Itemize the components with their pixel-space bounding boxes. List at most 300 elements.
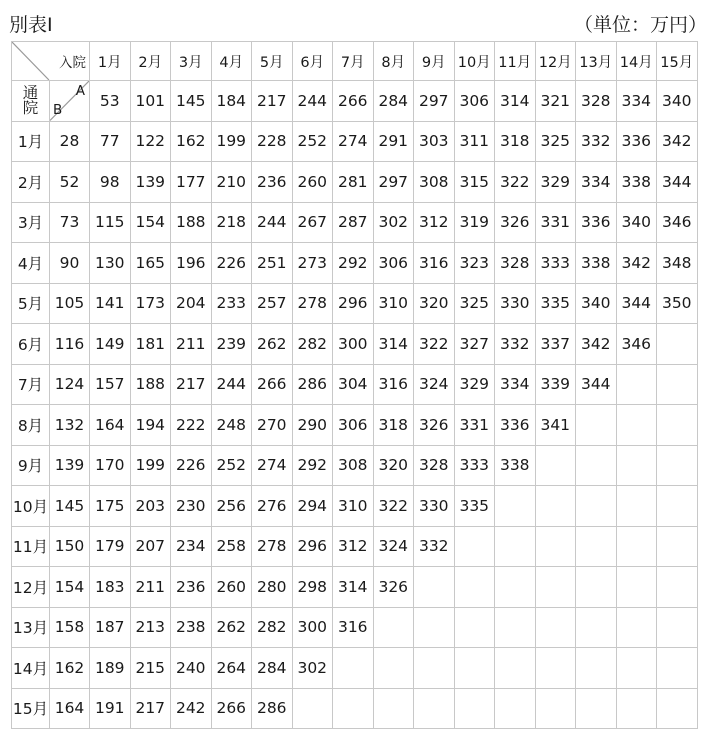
header-row	[12, 42, 698, 81]
table-row	[12, 567, 698, 608]
table-cell	[535, 445, 576, 486]
table-cell	[576, 688, 617, 729]
table-cell: 348	[657, 243, 698, 284]
table-cell: 286	[252, 688, 293, 729]
table-cell: 139	[130, 162, 171, 203]
table-cell: 233	[211, 283, 252, 324]
table-row	[12, 486, 698, 527]
column-header: 12月	[535, 42, 576, 81]
row-header: 15月	[12, 688, 50, 729]
table-cell: 217	[252, 81, 293, 122]
table-cell: 320	[414, 283, 455, 324]
table-cell	[616, 648, 657, 689]
row-header: 5月	[12, 283, 50, 324]
compensation-table	[11, 41, 698, 729]
table-cell: 310	[373, 283, 414, 324]
table-cell: 239	[211, 324, 252, 365]
table-cell: 341	[535, 405, 576, 446]
table-cell	[535, 526, 576, 567]
table-cell: 342	[576, 324, 617, 365]
column-header: 5月	[252, 42, 293, 81]
table-cell: 207	[130, 526, 171, 567]
table-cell: 314	[495, 81, 536, 122]
table-cell: 175	[90, 486, 131, 527]
table-cell: 150	[50, 526, 90, 567]
table-cell: 211	[130, 567, 171, 608]
table-cell	[414, 567, 455, 608]
table-cell: 292	[333, 243, 374, 284]
table-cell: 170	[90, 445, 131, 486]
table-cell: 330	[414, 486, 455, 527]
table-cell: 183	[90, 567, 131, 608]
table-cell	[657, 364, 698, 405]
table-cell: 297	[414, 81, 455, 122]
table-cell: 73	[50, 202, 90, 243]
table-cell	[495, 526, 536, 567]
table-cell	[495, 688, 536, 729]
table-cell: 139	[50, 445, 90, 486]
table-cell: 332	[495, 324, 536, 365]
table-cell: 149	[90, 324, 131, 365]
row-header: 6月	[12, 324, 50, 365]
table-cell: 334	[576, 162, 617, 203]
table-cell: 130	[90, 243, 131, 284]
table-cell: 330	[495, 283, 536, 324]
table-row	[12, 607, 698, 648]
row-header: 3月	[12, 202, 50, 243]
table-cell: 278	[252, 526, 293, 567]
table-cell: 303	[414, 121, 455, 162]
table-cell: 264	[211, 648, 252, 689]
table-cell	[454, 648, 495, 689]
table-cell: 304	[333, 364, 374, 405]
table-cell: 324	[414, 364, 455, 405]
table-cell	[657, 405, 698, 446]
column-header: 13月	[576, 42, 617, 81]
column-header: 9月	[414, 42, 455, 81]
table-cell	[576, 405, 617, 446]
table-cell: 334	[495, 364, 536, 405]
table-cell: 256	[211, 486, 252, 527]
table-cell	[576, 567, 617, 608]
table-title: 別表I	[9, 14, 53, 36]
table-cell: 173	[130, 283, 171, 324]
unit-label: （単位：万円）	[573, 14, 707, 36]
table-cell: 244	[252, 202, 293, 243]
table-cell: 252	[211, 445, 252, 486]
table-cell: 222	[171, 405, 212, 446]
table-cell: 324	[373, 526, 414, 567]
table-cell: 296	[292, 526, 333, 567]
table-cell: 98	[90, 162, 131, 203]
table-cell: 145	[50, 486, 90, 527]
table-cell: 177	[171, 162, 212, 203]
row-header: 2月	[12, 162, 50, 203]
table-cell	[333, 688, 374, 729]
table-cell	[657, 324, 698, 365]
table-cell: 276	[252, 486, 293, 527]
table-cell: 284	[373, 81, 414, 122]
table-cell: 321	[535, 81, 576, 122]
table-cell: 311	[454, 121, 495, 162]
table-cell	[616, 607, 657, 648]
table-cell: 267	[292, 202, 333, 243]
table-cell: 226	[211, 243, 252, 284]
table-cell: 158	[50, 607, 90, 648]
table-cell: 238	[171, 607, 212, 648]
table-cell: 337	[535, 324, 576, 365]
table-cell: 300	[292, 607, 333, 648]
table-row	[12, 364, 698, 405]
table-cell: 145	[171, 81, 212, 122]
table-cell: 308	[333, 445, 374, 486]
table-cell: 332	[414, 526, 455, 567]
table-cell: 234	[171, 526, 212, 567]
table-cell: 306	[333, 405, 374, 446]
table-cell: 270	[252, 405, 293, 446]
table-cell: 316	[373, 364, 414, 405]
ab-label-cell	[50, 81, 90, 122]
table-cell	[535, 486, 576, 527]
table-cell: 280	[252, 567, 293, 608]
table-cell: 290	[292, 405, 333, 446]
table-cell: 312	[414, 202, 455, 243]
table-cell: 338	[495, 445, 536, 486]
table-cell: 335	[535, 283, 576, 324]
table-cell: 260	[211, 567, 252, 608]
table-cell: 165	[130, 243, 171, 284]
table-cell: 210	[211, 162, 252, 203]
table-cell: 336	[576, 202, 617, 243]
table-cell: 266	[252, 364, 293, 405]
table-cell	[576, 445, 617, 486]
table-cell: 323	[454, 243, 495, 284]
table-cell	[576, 526, 617, 567]
table-cell: 181	[130, 324, 171, 365]
table-cell: 266	[211, 688, 252, 729]
table-cell	[414, 688, 455, 729]
table-cell: 310	[333, 486, 374, 527]
table-cell: 297	[373, 162, 414, 203]
table-cell: 162	[50, 648, 90, 689]
table-cell: 329	[454, 364, 495, 405]
table-cell: 318	[373, 405, 414, 446]
table-cell: 319	[454, 202, 495, 243]
table-cell: 248	[211, 405, 252, 446]
table-cell: 302	[292, 648, 333, 689]
table-cell: 316	[414, 243, 455, 284]
table-cell: 342	[616, 243, 657, 284]
table-cell: 332	[576, 121, 617, 162]
row-header: 12月	[12, 567, 50, 608]
table-cell	[657, 688, 698, 729]
table-row	[12, 243, 698, 284]
table-cell: 314	[333, 567, 374, 608]
table-cell: 194	[130, 405, 171, 446]
table-cell: 228	[252, 121, 293, 162]
table-cell: 322	[495, 162, 536, 203]
column-header: 2月	[130, 42, 171, 81]
table-cell: 244	[211, 364, 252, 405]
table-cell: 333	[454, 445, 495, 486]
column-header: 11月	[495, 42, 536, 81]
table-cell: 286	[292, 364, 333, 405]
table-cell	[292, 688, 333, 729]
table-cell	[535, 648, 576, 689]
table-cell: 287	[333, 202, 374, 243]
table-cell: 318	[495, 121, 536, 162]
table-cell: 266	[333, 81, 374, 122]
table-cell: 252	[292, 121, 333, 162]
column-header: 15月	[657, 42, 698, 81]
table-cell	[495, 567, 536, 608]
table-cell: 331	[535, 202, 576, 243]
table-cell	[576, 648, 617, 689]
table-cell: 306	[373, 243, 414, 284]
column-header: 4月	[211, 42, 252, 81]
row-header: 7月	[12, 364, 50, 405]
table-cell: 242	[171, 688, 212, 729]
table-cell: 326	[373, 567, 414, 608]
table-cell: 320	[373, 445, 414, 486]
table-cell: 328	[414, 445, 455, 486]
table-cell: 262	[252, 324, 293, 365]
table-cell	[616, 688, 657, 729]
table-cell: 240	[171, 648, 212, 689]
row-header: 11月	[12, 526, 50, 567]
table-cell: 191	[90, 688, 131, 729]
table-cell: 77	[90, 121, 131, 162]
table-cell: 215	[130, 648, 171, 689]
table-cell: 154	[50, 567, 90, 608]
table-cell: 282	[292, 324, 333, 365]
table-cell: 262	[211, 607, 252, 648]
table-cell	[454, 526, 495, 567]
table-cell: 188	[171, 202, 212, 243]
table-cell: 306	[454, 81, 495, 122]
table-cell: 325	[535, 121, 576, 162]
table-cell: 291	[373, 121, 414, 162]
table-cell: 282	[252, 607, 293, 648]
table-cell: 157	[90, 364, 131, 405]
table-cell: 28	[50, 121, 90, 162]
table-cell: 334	[616, 81, 657, 122]
table-row	[12, 405, 698, 446]
table-cell: 340	[576, 283, 617, 324]
table-cell: 333	[535, 243, 576, 284]
corner-cell	[12, 42, 90, 81]
table-cell: 328	[495, 243, 536, 284]
table-cell: 350	[657, 283, 698, 324]
table-cell: 302	[373, 202, 414, 243]
table-cell: 340	[616, 202, 657, 243]
column-header: 14月	[616, 42, 657, 81]
table-cell	[657, 526, 698, 567]
table-row	[12, 688, 698, 729]
table-row	[12, 526, 698, 567]
column-header: 6月	[292, 42, 333, 81]
table-cell: 257	[252, 283, 293, 324]
table-cell: 218	[211, 202, 252, 243]
table-row	[12, 202, 698, 243]
table-cell: 164	[90, 405, 131, 446]
table-cell: 338	[576, 243, 617, 284]
table-cell: 164	[50, 688, 90, 729]
table-cell	[454, 607, 495, 648]
table-cell: 278	[292, 283, 333, 324]
table-cell	[616, 486, 657, 527]
table-cell	[535, 567, 576, 608]
row-header: 9月	[12, 445, 50, 486]
table-cell: 300	[333, 324, 374, 365]
table-cell: 90	[50, 243, 90, 284]
column-header: 8月	[373, 42, 414, 81]
table-cell: 322	[373, 486, 414, 527]
table-cell	[414, 607, 455, 648]
table-cell: 325	[454, 283, 495, 324]
table-row	[12, 324, 698, 365]
row-header: 14月	[12, 648, 50, 689]
table-cell: 217	[171, 364, 212, 405]
table-cell: 314	[373, 324, 414, 365]
table-cell	[657, 486, 698, 527]
table-cell: 338	[616, 162, 657, 203]
row-header: 13月	[12, 607, 50, 648]
table-cell: 335	[454, 486, 495, 527]
table-cell	[657, 607, 698, 648]
table-cell: 184	[211, 81, 252, 122]
table-cell: 342	[657, 121, 698, 162]
table-cell: 326	[495, 202, 536, 243]
table-cell: 196	[171, 243, 212, 284]
table-cell	[657, 567, 698, 608]
table-cell	[373, 607, 414, 648]
column-header: 7月	[333, 42, 374, 81]
table-cell: 326	[414, 405, 455, 446]
table-cell: 53	[90, 81, 131, 122]
table-cell	[657, 648, 698, 689]
table-cell: 294	[292, 486, 333, 527]
table-row	[12, 121, 698, 162]
label-a: A	[75, 83, 85, 99]
table-cell: 116	[50, 324, 90, 365]
table-cell: 327	[454, 324, 495, 365]
table-cell	[535, 607, 576, 648]
column-header: 3月	[171, 42, 212, 81]
table-cell: 331	[454, 405, 495, 446]
table-cell: 315	[454, 162, 495, 203]
table-cell: 344	[576, 364, 617, 405]
table-cell: 308	[414, 162, 455, 203]
table-cell: 199	[211, 121, 252, 162]
table-cell: 339	[535, 364, 576, 405]
table-cell: 141	[90, 283, 131, 324]
table-cell	[495, 648, 536, 689]
table-cell: 179	[90, 526, 131, 567]
table-cell: 336	[616, 121, 657, 162]
table-cell	[616, 364, 657, 405]
table-cell: 236	[171, 567, 212, 608]
table-cell: 251	[252, 243, 293, 284]
table-cell: 316	[333, 607, 374, 648]
table-cell: 162	[171, 121, 212, 162]
table-cell	[373, 648, 414, 689]
table-cell: 258	[211, 526, 252, 567]
table-cell: 217	[130, 688, 171, 729]
table-row	[12, 445, 698, 486]
table-cell: 213	[130, 607, 171, 648]
table-cell: 244	[292, 81, 333, 122]
table-cell	[333, 648, 374, 689]
table-cell	[657, 445, 698, 486]
table-cell: 132	[50, 405, 90, 446]
table-cell: 122	[130, 121, 171, 162]
table-row	[12, 283, 698, 324]
label-b: B	[53, 101, 63, 118]
table-cell: 336	[495, 405, 536, 446]
table-cell	[576, 607, 617, 648]
table-cell: 312	[333, 526, 374, 567]
row-header-outpatient: 通院	[12, 81, 50, 122]
table-cell: 154	[130, 202, 171, 243]
column-header: 10月	[454, 42, 495, 81]
table-cell: 298	[292, 567, 333, 608]
table-cell: 230	[171, 486, 212, 527]
row-header: 8月	[12, 405, 50, 446]
row-a	[12, 81, 698, 122]
table-cell: 274	[333, 121, 374, 162]
table-cell: 203	[130, 486, 171, 527]
table-cell: 340	[657, 81, 698, 122]
table-cell: 344	[616, 283, 657, 324]
table-cell	[454, 567, 495, 608]
table-cell: 115	[90, 202, 131, 243]
table-cell: 284	[252, 648, 293, 689]
table-cell	[616, 405, 657, 446]
table-cell: 236	[252, 162, 293, 203]
table-cell	[414, 648, 455, 689]
table-cell	[495, 607, 536, 648]
table-cell	[616, 526, 657, 567]
table-cell: 344	[657, 162, 698, 203]
table-cell: 346	[657, 202, 698, 243]
table-cell: 274	[252, 445, 293, 486]
table-cell: 260	[292, 162, 333, 203]
table-cell: 199	[130, 445, 171, 486]
table-cell: 273	[292, 243, 333, 284]
table-cell: 226	[171, 445, 212, 486]
table-cell: 328	[576, 81, 617, 122]
table-cell: 296	[333, 283, 374, 324]
table-cell: 204	[171, 283, 212, 324]
table-cell: 124	[50, 364, 90, 405]
table-cell: 105	[50, 283, 90, 324]
table-cell: 292	[292, 445, 333, 486]
table-cell: 189	[90, 648, 131, 689]
row-header: 4月	[12, 243, 50, 284]
table-cell: 281	[333, 162, 374, 203]
column-header: 1月	[90, 42, 131, 81]
table-cell: 329	[535, 162, 576, 203]
row-header: 1月	[12, 121, 50, 162]
table-cell: 346	[616, 324, 657, 365]
table-cell: 322	[414, 324, 455, 365]
table-cell	[454, 688, 495, 729]
table-row	[12, 648, 698, 689]
table-cell	[373, 688, 414, 729]
table-cell: 52	[50, 162, 90, 203]
table-cell	[495, 486, 536, 527]
